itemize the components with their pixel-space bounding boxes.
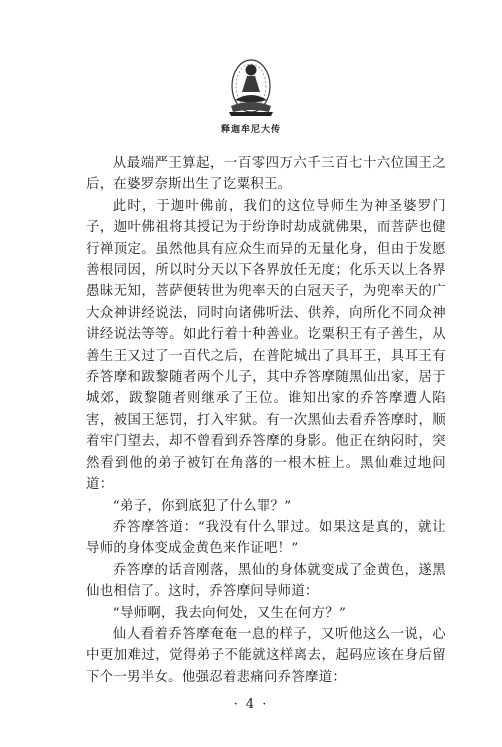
body-text bbox=[86, 153, 446, 688]
page-number: · 4 · bbox=[233, 697, 269, 712]
running-header bbox=[0, 52, 502, 135]
paragraph: 仙人看着乔答摩奄奄一息的样子，又听他这么一说，心中更加难过，觉得弟子不能就这样离去，起码应该在身后留下个一男半女。他强忍着悲痛问乔答摩道： bbox=[86, 626, 446, 685]
paragraph: 乔答摩答道：“我没有什么罪过。如果这是真的，就让导师的身体变成金黄色来作证吧！” bbox=[86, 519, 446, 557]
paragraph: 此时，于迦叶佛前，我们的这位导师生为神圣婆罗门子，迦叶佛祖将其授记为于纷诤时劫成就佛果，而菩萨也健行禅顶定。虽然他具有应众生而异的无量化身，但由于发愿善根同因，所以时分天以下各界放任无度；化乐天以上各界愚昧无知，菩萨便转世为兜率天的白冠天子，为兜率天的广大众神讲经说法，同时向诸佛听法、供养，向所化不同众神讲经说法等等。如此行着十种善业。讫粟积王有子善生，从善生王又过了一百代之后，在普陀城出了具耳王，具耳王有乔答摩和跋黎随者两个儿子，其中乔答摩随黑仙出家，居于城郊，跋黎随者则继承了王位。谁知出家的乔答摩遭人陷害，被国王惩罚，打入牢狱。有一次黑仙去看乔答摩时，顺着牢门望去，却不曾看到乔答摩的身影。他正在纳闷时，突然看到他的弟子被钉在角落的一根木桩上。黑仙难过地问道： bbox=[86, 198, 446, 493]
paragraph: “弟子，你到底犯了什么罪？” bbox=[112, 498, 292, 514]
seated-buddha-icon bbox=[221, 52, 281, 118]
header-title: 释迦牟尼大传 bbox=[220, 125, 281, 135]
paragraph: “导师啊，我去向何处，又生在何方？” bbox=[112, 605, 347, 621]
paragraph: 从最端严王算起，一百零四万六千三百七十六位国王之后，在婆罗奈斯出生了讫粟积王。 bbox=[86, 156, 446, 193]
paragraph: 乔答摩的话音刚落，黑仙的身体就变成了金黄色，遂黑仙也相信了。这时，乔答摩问导师道： bbox=[86, 562, 446, 600]
